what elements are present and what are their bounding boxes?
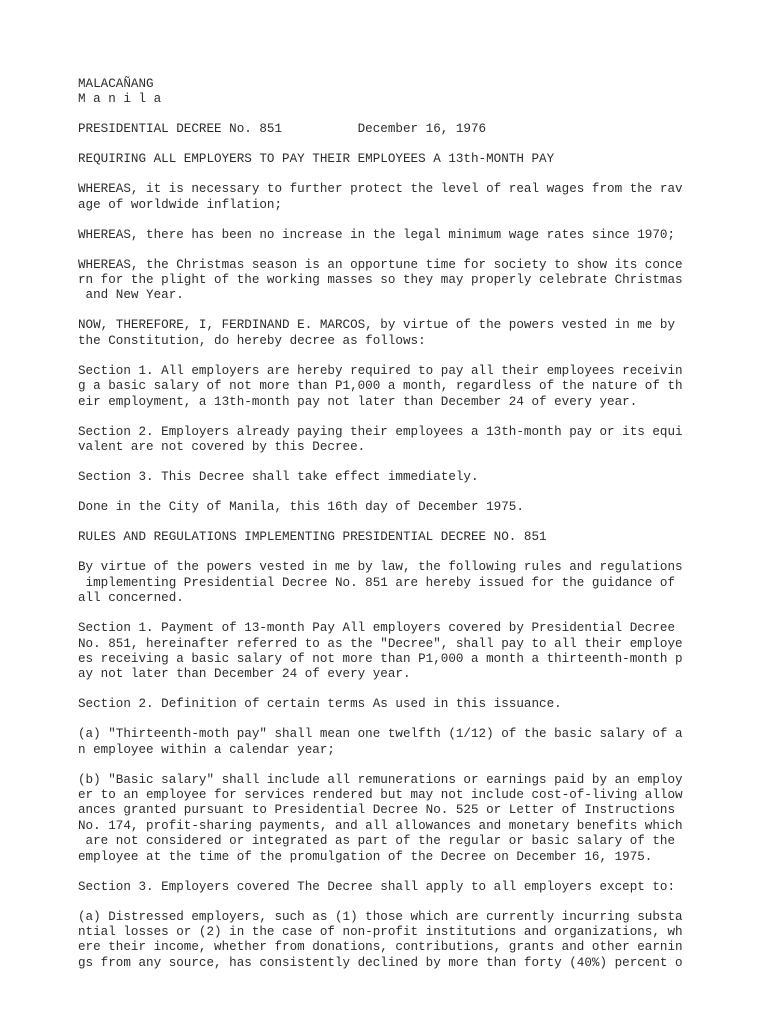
text-line: WHEREAS, it is necessary to further protect the level of real wages from the rav [78,182,683,197]
text-line: WHEREAS, the Christmas season is an opportune time for society to show its conce [78,257,683,272]
text-line: er to an employee for services rendered but may not include cost-of-living allow [78,788,683,803]
text-line: eir employment, a 13th-month pay not later than December 24 of every year. [78,394,638,409]
text-line: No. 851, hereinafter referred to as the "Decree", shall pay to all their employe [78,636,683,651]
text-line: rn for the plight of the working masses so they may properly celebrate Christmas [78,273,683,288]
decree-number-date: PRESIDENTIAL DECREE No. 851 December 16, 1976 [78,122,487,137]
rules-paragraph [78,880,758,895]
decree-paragraphs [78,182,758,515]
text-line: implementing Presidential Decree No. 851 are hereby issued for the guidance of [78,575,676,590]
rules-paragraph [78,621,758,683]
text-line: gs from any source, has consistently declined by more than forty (40%) percent o [78,955,683,970]
text-line: Section 3. This Decree shall take effect immediately. [78,469,479,484]
decree-paragraph [78,425,758,456]
text-line: (a) "Thirteenth-moth pay" shall mean one twelfth (1/12) of the basic salary of a [78,727,683,742]
text-line: By virtue of the powers vested in me by law, the following rules and regulations [78,560,683,575]
text-line: Section 1. Payment of 13-month Pay All employers covered by Presidential Decree [78,621,676,636]
text-line: ntial losses or (2) in the case of non-profit institutions and organizations, wh [78,924,683,939]
text-line: NOW, THEREFORE, I, FERDINAND E. MARCOS, by virtue of the powers vested in me by [78,318,676,333]
text-line: No. 174, profit-sharing payments, and all allowances and monetary benefits which [78,818,683,833]
text-line: Done in the City of Manila, this 16th day of December 1975. [78,499,524,514]
text-line: g a basic salary of not more than P1,000 a month, regardless of the nature of th [78,379,683,394]
decree-title: REQUIRING ALL EMPLOYERS TO PAY THEIR EMPLOYEES A 13th-MONTH PAY [78,152,555,167]
text-line: employee at the time of the promulgation of the Decree on December 16, 1975. [78,849,653,864]
office-name: MALACAÑANG [78,77,154,91]
text-line: Section 1. All employers are hereby required to pay all their employees receivin [78,363,683,378]
decree-paragraph [78,182,758,213]
rules-paragraph [78,727,758,758]
text-line: es receiving a basic salary of not more than P1,000 a month a thirteenth-month p [78,651,683,666]
text-line: Section 3. Employers covered The Decree shall apply to all employers except to: [78,879,676,894]
city-name: M a n i l a [78,92,162,107]
text-line: ay not later than December 24 of every year. [78,667,411,682]
document-body [78,77,758,986]
decree-paragraph [78,228,758,243]
text-line: ere their income, whether from donations, contributions, grants and other earnin [78,940,683,955]
text-line: (a) Distressed employers, such as (1) those which are currently incurring substa [78,909,683,924]
decree-paragraph [78,364,758,410]
text-line: and New Year. [78,288,184,303]
text-line: valent are not covered by this Decree. [78,440,366,454]
text-line: age of worldwide inflation; [78,197,283,212]
decree-paragraph [78,258,758,304]
rules-paragraph [78,910,758,972]
text-line: n employee within a calendar year; [78,742,335,757]
text-line: are not considered or integrated as part of the regular or basic salary of the [78,834,676,849]
text-line: Section 2. Definition of certain terms As used in this issuance. [78,697,562,712]
rules-paragraph [78,773,758,865]
text-line: Section 2. Employers already paying their employees a 13th-month pay or its equi [78,424,683,439]
decree-paragraph [78,470,758,485]
rules-paragraph [78,697,758,712]
text-line: all concerned. [78,591,184,606]
text-line: WHEREAS, there has been no increase in the legal minimum wage rates since 1970; [78,227,676,242]
text-line: the Constitution, do hereby decree as follows: [78,333,426,348]
decree-paragraph [78,318,758,349]
text-line: ances granted pursuant to Presidential Decree No. 525 or Letter of Instructions [78,803,676,818]
rules-title: RULES AND REGULATIONS IMPLEMENTING PRESIDENTIAL DECREE NO. 851 [78,530,547,545]
rules-paragraph [78,560,758,606]
text-line: (b) "Basic salary" shall include all remunerations or earnings paid by an employ [78,772,683,787]
decree-paragraph [78,500,758,515]
rules-paragraphs [78,560,758,971]
